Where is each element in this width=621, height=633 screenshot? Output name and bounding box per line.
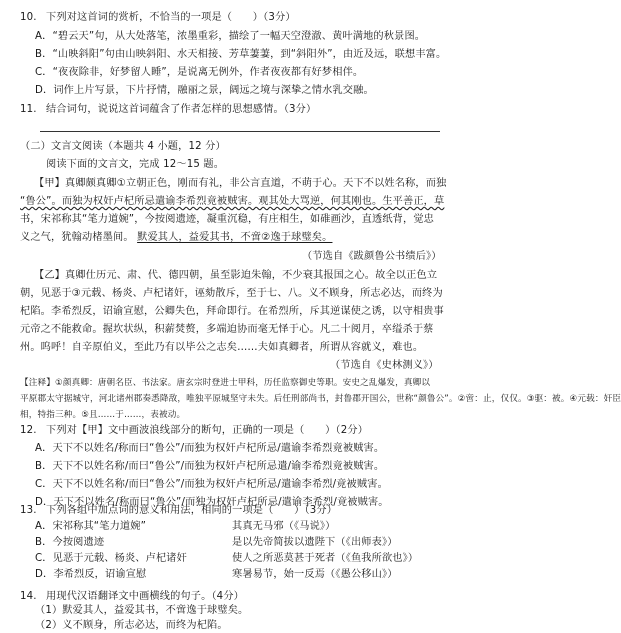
q13-number: 13. (20, 505, 37, 516)
notes-line-2: 平原郡太守据城守，河北诸州郡奏悉降敌，唯独平原城坚守未失。后任刑部尚书，封鲁郡开国公，世称“颜鲁公”。②啻：止，仅仅。③驱：被。④元载：奸臣 (20, 394, 621, 404)
passage-b-line-5: 州。呜呼！自辛原伯义，至此乃有以毕公之志矣……夫如真卿者，所谓从容就义，难也。 (20, 342, 424, 353)
passage-a-line-4-text: 义之气，犹翰动楮墨间。 (20, 232, 134, 243)
q13-option-c-left: C．见恶于元载、杨炎、卢杞诸奸 (35, 553, 187, 564)
q13-option-b-left: B．今按阅遗迹 (35, 537, 105, 548)
q10-option-c: C．“夜夜除非，好梦留人睡”，是说离无例外，作者夜夜都有好梦相伴。 (35, 67, 364, 78)
q14-stem (20, 590, 244, 603)
q13-option-b-right: 是以先帝简拔以遗陛下（《出师表》） (232, 537, 398, 548)
q11-stem (20, 103, 316, 116)
passage-a-line-2: “鲁公”。而独为权奸卢杞所忌遣谕李希烈竟被贼害。观其处大骂逆，何其刚也。生平善正，草 (20, 196, 445, 207)
q13-stem (20, 504, 337, 517)
q11-number: 11. (20, 104, 37, 115)
q11-stem-text: 结合词句，说说这首词蕴含了作者怎样的思想感情。（3分） (46, 104, 317, 115)
q12-option-a: A．天下不以姓名/称而曰“鲁公”/而独为权奸卢杞所忌/遣谕李希烈竟被贼害。 (35, 443, 385, 454)
q10-option-d: D．词作上片写景，下片抒情，融丽之景，阔远之境与深挚之情水乳交融。 (35, 85, 374, 96)
q12-number: 12. (20, 425, 37, 436)
passage-b-line-2: 朝，见恶于③元载、杨炎、卢杞诸奸，诬劾散斥，至于七、八。义不顾身，所志必达，而终为 (20, 288, 443, 299)
q12-option-b: B．天下不以姓名称/而曰“鲁公”/而独为权奸卢杞所忌遣/谕李希烈竟被贼害。 (35, 461, 385, 472)
passage-a-source: （节选自《跋颜鲁公书绩后》） (302, 251, 442, 262)
q13-option-c-right: 使人之所恶莫甚于死者（《鱼我所欲也》） (232, 553, 419, 564)
q10-number: 10. (20, 12, 37, 23)
q13-option-a-right: 其真无马邪（《马说》） (232, 521, 336, 532)
q11-answer-line[interactable] (40, 131, 440, 132)
section2-intro: 阅读下面的文言文，完成 12～15 题。 (46, 159, 225, 170)
q14-item-2: （2）义不顾身，所志必达，而终为杞陷。 (35, 620, 228, 631)
passage-b-source: （节选自《史林测义》） (330, 360, 439, 371)
passage-b-line-1: 【乙】真卿仕历元、肃、代、德四朝，虽至影迫朱翰，不少衰其报国之心。故全以正色立 (34, 270, 438, 281)
q12-stem (20, 424, 368, 437)
q10-option-b: B．“山映斜阳”句由山映斜阳、水天相接、芳草萋萋，到“斜阳外”，由近及远，联想丰富。 (35, 49, 447, 60)
q10-stem (20, 11, 296, 24)
q10-stem-text: 下列对这首词的赏析，不恰当的一项是（ ）（3分） (46, 12, 296, 23)
passage-b-line-4: 元帝之不能救命。握坎状纵，积薪焚赘，多端迫协而毫无怿于心。凡二十阅月，卒缢杀于蔡 (20, 324, 434, 335)
q12-option-c: C．天下不以姓名称/而曰“鲁公”/而独为权奸卢杞所忌/遣谕李希烈/竟被贼害。 (35, 479, 388, 490)
notes-line-1: 【注释】①颜真卿：唐朝名臣、书法家。唐玄宗时登进士甲科，历任监察御史等职。安史之乱爆发，真卿以 (20, 378, 431, 388)
q13-option-a-left: A．宋祁称其“笔力道婉” (35, 521, 147, 532)
section2-heading: （二）文言文阅读（本题共 4 小题，12 分） (20, 141, 226, 152)
q10-option-a: A．“碧云天”句，从大处落笔，浓墨重彩，描绘了一幅天空澄澈、黄叶满地的秋景图。 (35, 31, 426, 42)
passage-b-line-3: 杞陷。李希烈反，诏谕宣慰，公卿失色，拜命即行。在希烈所，斥其逆谋使之诱，以守相贵事 (20, 306, 444, 317)
notes-line-3: 相，特指三种。⑤且……于……，表被动。 (20, 410, 186, 420)
q13-option-d-right: 寒暑易节，始一反焉（《愚公移山》） (232, 569, 398, 580)
passage-a-underlined-sentence: 默爱其人，益爱其书，不啻②逸于球璧矣。 (137, 232, 333, 243)
q14-number: 14. (20, 591, 37, 602)
passage-a-line-1: 【甲】真卿颇真卿①立朝正色，刚而有礼，非公言直道，不萌于心。天下不以姓名称，而独 (34, 178, 447, 189)
q13-stem-text: 下列各组中加点词的意义和用法，相同的一项是（ ）（3分） (46, 505, 338, 516)
passage-a-line-3: 书，宋祁称其“笔力道婉”，今按阅遗迹，凝重沉稳，有庄相生，如碓画沙，直透纸背，觉忠 (20, 214, 435, 225)
q13-option-d-left: D．李希烈反，诏谕宣慰 (35, 569, 147, 580)
passage-a-line-4 (20, 231, 332, 244)
q12-stem-text: 下列对【甲】文中画波浪线部分的断句，正确的一项是（ ）（2分） (46, 425, 369, 436)
q14-stem-text: 用现代汉语翻译文中画横线的句子。（4分） (46, 591, 244, 602)
q12-option-d: D．天下不以姓名/称而曰“鲁公”/而独为权奸卢杞所忌/遣谕李希烈/竟被贼害。 (35, 497, 389, 508)
q14-item-1: （1）默爱其人，益爱其书，不啻逸于球璧矣。 (35, 605, 249, 616)
